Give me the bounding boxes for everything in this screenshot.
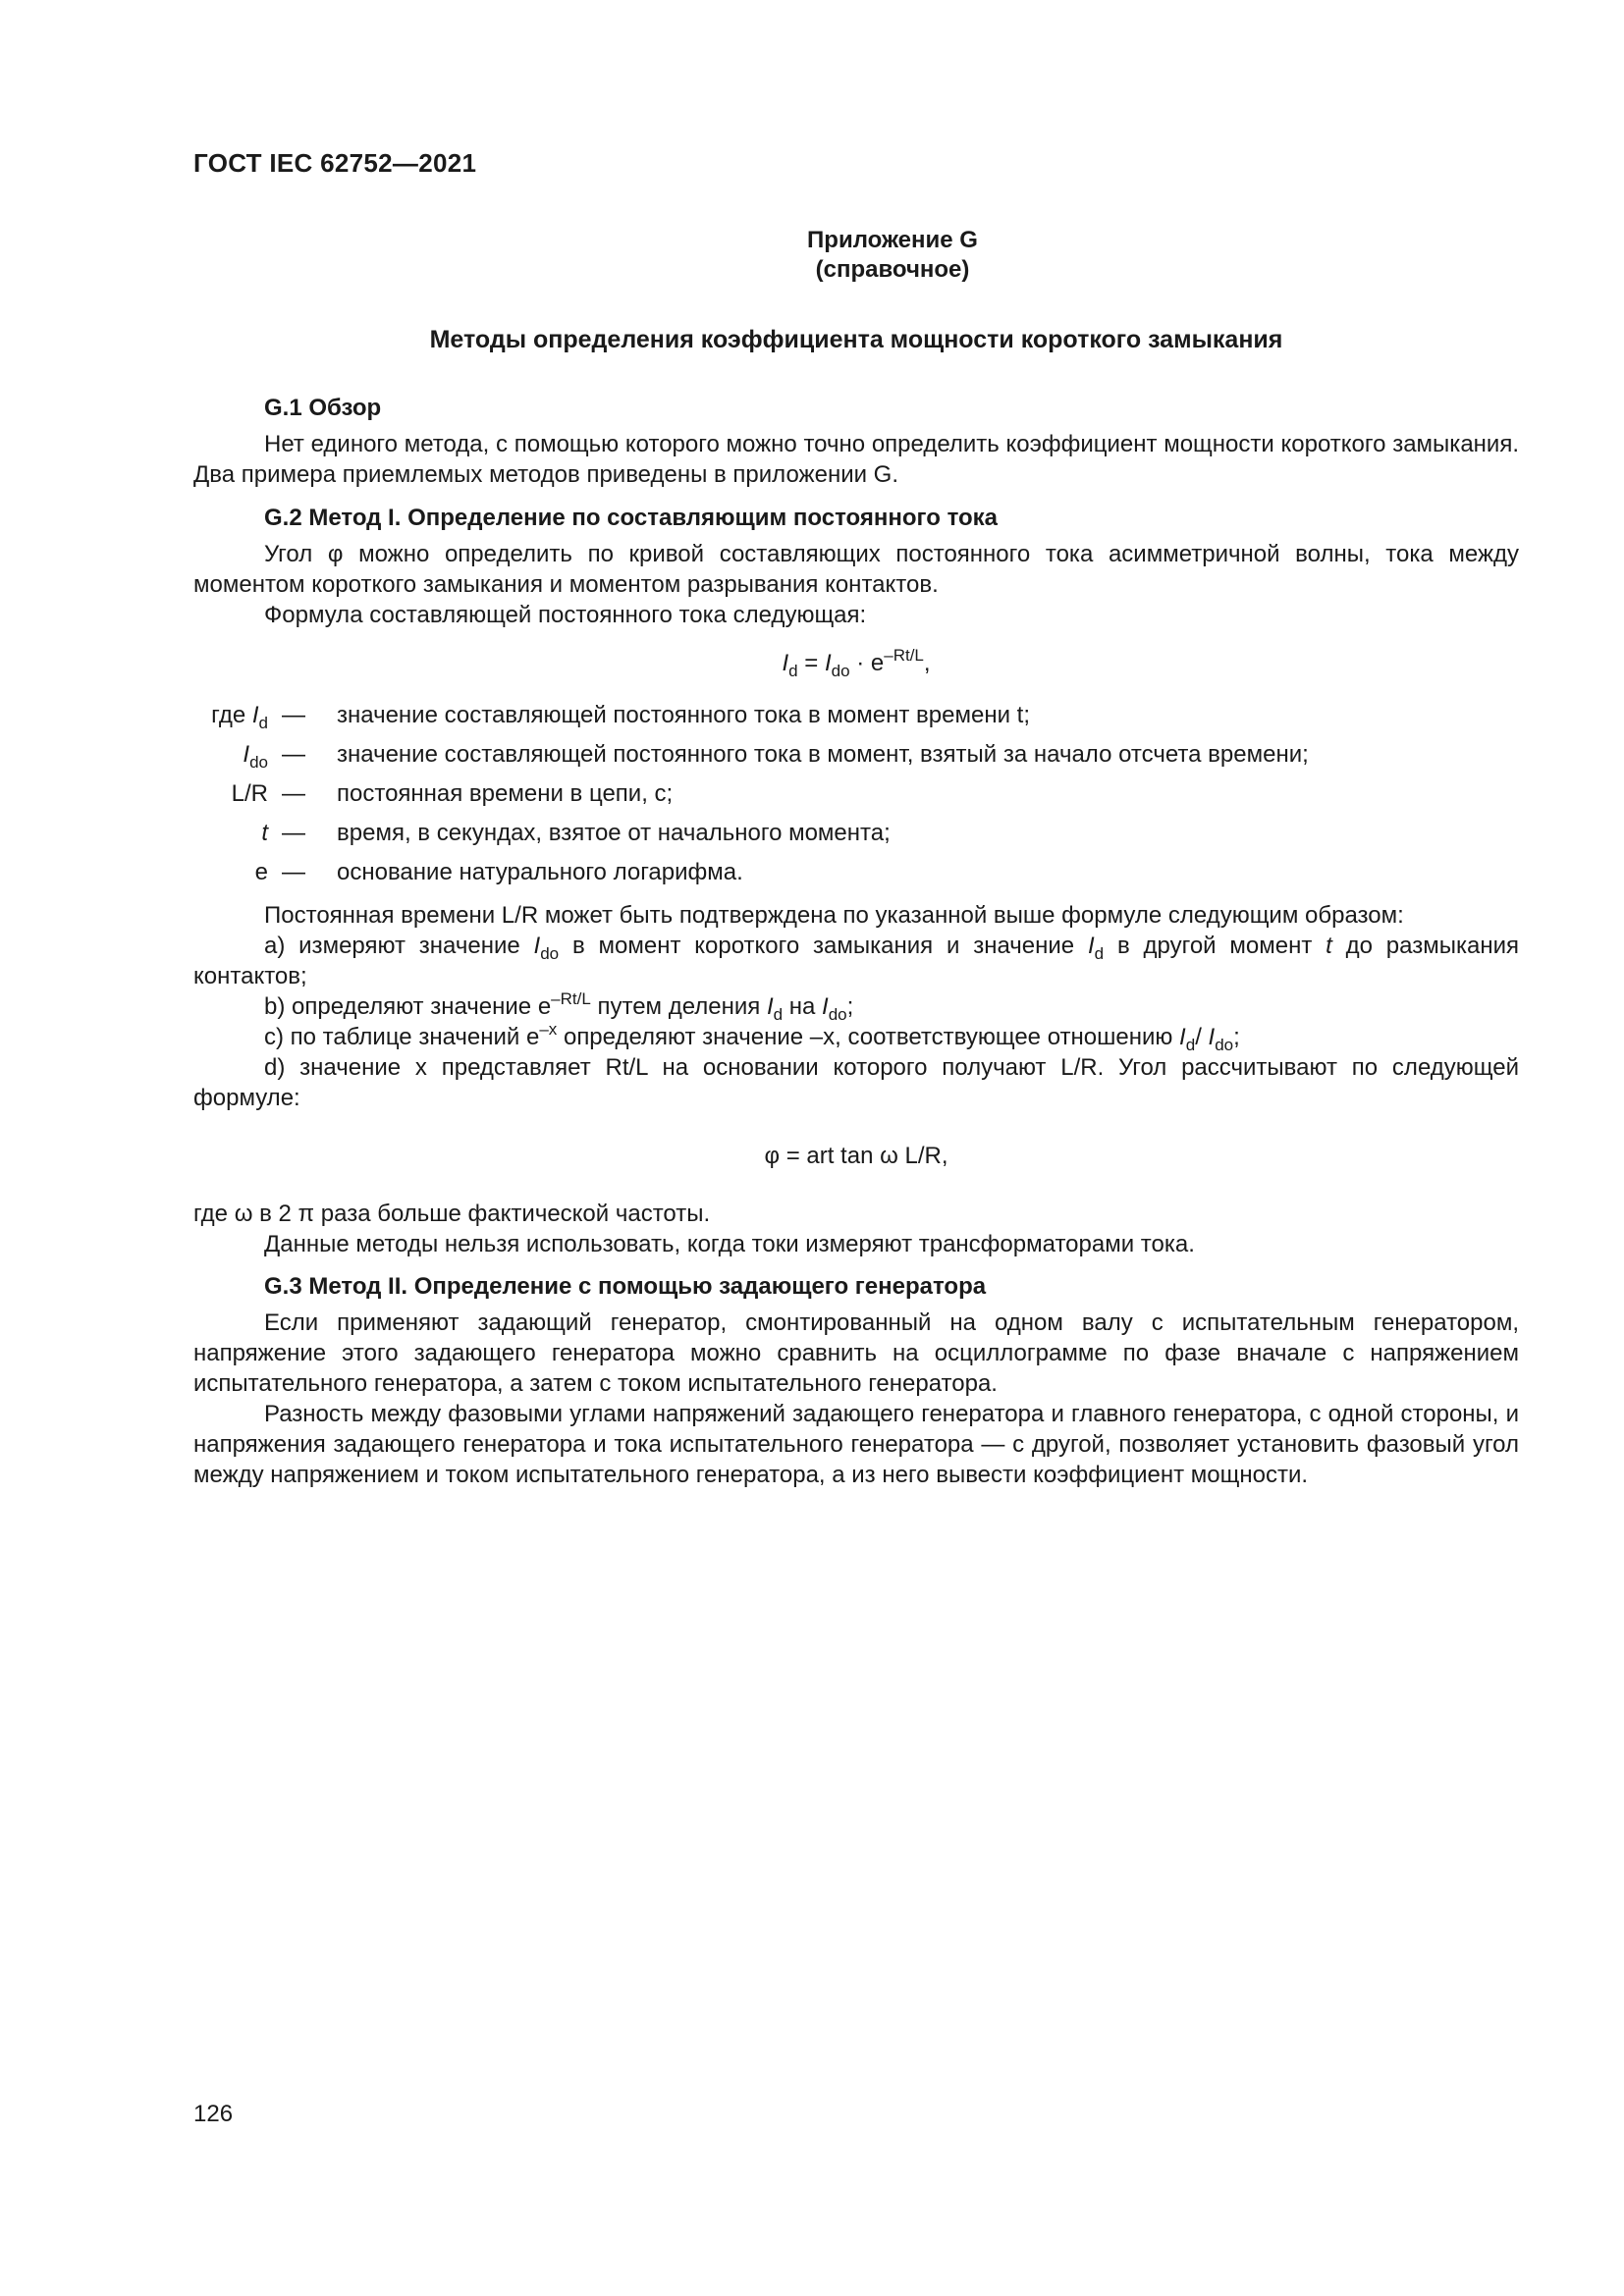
annex-heading: Методы определения коэффициента мощности короткого замыкания [429, 326, 1283, 353]
definition-row [193, 700, 1519, 739]
text-run: / [1195, 1024, 1209, 1050]
formula-symbol: I [1179, 1024, 1186, 1050]
definition-symbol [193, 818, 282, 848]
definition-row [193, 739, 1519, 778]
definition-dash: — [282, 859, 305, 885]
definition-symbol-main: е [254, 859, 268, 885]
g2-paragraph-4: где ω в 2 π раза больше фактической частоты. [193, 1201, 711, 1227]
g2-paragraph-2: Формула составляющей постоянного тока следующая: [264, 602, 867, 628]
g2-list-item-d: d) значение x представляет Rt/L на основании которого получают L/R. Угол рассчитывают по следующей формуле: [193, 1054, 1519, 1111]
formula-exponent: –Rt/L [884, 646, 924, 665]
definition-symbol [193, 857, 282, 887]
text-run: в другой момент [1104, 933, 1326, 959]
g1-title: G.1 Обзор [264, 395, 382, 421]
definition-symbol-sub: do [249, 753, 268, 772]
g3-title: G.3 Метод II. Определение с помощью задающего генератора [264, 1273, 987, 1300]
definition-symbol [193, 739, 282, 770]
formula-phase-angle: φ = art tan ω L/R, [764, 1143, 948, 1169]
formula-symbol: I [766, 993, 774, 1020]
text-run: c) по таблице значений e [264, 1024, 540, 1050]
text-run: ; [846, 993, 854, 1020]
formula-subscript: do [1215, 1036, 1234, 1054]
definition-text: основание натурального логарифма. [337, 859, 743, 885]
definition-symbol-main: L/R [231, 780, 268, 807]
page-number: 126 [193, 2101, 234, 2127]
formula-subscript: do [828, 1005, 847, 1024]
document-header: ГОСТ IEC 62752—2021 [193, 148, 477, 178]
formula-dc-component [193, 648, 1519, 678]
definition-text: время, в секундах, взятое от начального момента; [337, 820, 891, 846]
formula-subscript: d [1185, 1036, 1196, 1054]
g2-paragraph-1: Угол φ можно определить по кривой составляющих постоянного тока асимметричной волны, тока между моментом короткого замыкания и моментом разрывания контактов. [193, 541, 1519, 598]
g2-list-item-b [193, 991, 1519, 1022]
definition-symbol-main: t [261, 820, 268, 846]
formula-symbol: I [1208, 1024, 1216, 1050]
definition-symbol [193, 700, 282, 730]
g2-title: G.2 Метод I. Определение по составляющим постоянного тока [264, 505, 999, 531]
formula-exponent: –x [539, 1020, 558, 1039]
formula-symbol: I [533, 933, 541, 959]
formula-symbol: t [1326, 933, 1332, 959]
g3-paragraph-1: Если применяют задающий генератор, смонтированный на одном валу с испытательным генератором, напряжение этого задающего генератора можно сравнить на осциллограмме по фазе вначале с напряжением испытательного генератора, а затем с током испытательного генератора. [193, 1309, 1519, 1397]
text-run: ; [1233, 1024, 1240, 1050]
definition-symbol-sub: d [258, 714, 268, 732]
definition-row [193, 857, 1519, 896]
definitions-list [193, 700, 1519, 896]
text-run: до размыкания контактов; [193, 933, 1520, 989]
formula-symbol: I [822, 993, 829, 1020]
text-run: a) измеряют значение [264, 933, 534, 959]
formula-operator: = [797, 650, 825, 676]
definition-text: значение составляющей постоянного тока в момент, взятый за начало отсчета времени; [337, 741, 1309, 768]
definition-symbol [193, 778, 282, 809]
definition-dash: — [282, 820, 305, 846]
definition-text: значение составляющей постоянного тока в момент времени t; [337, 702, 1030, 728]
text-run: в момент короткого замыкания и значение [559, 933, 1088, 959]
formula-subscript: d [788, 662, 798, 680]
document-body [193, 226, 1519, 1490]
text-run: путем деления [590, 993, 767, 1020]
g2-list-item-c [193, 1022, 1519, 1052]
formula-symbol: I [1087, 933, 1095, 959]
text-run: определяют значение –x, соответствующее отношению [557, 1024, 1180, 1050]
definition-dash: — [282, 702, 305, 728]
formula-subscript: do [831, 662, 850, 680]
g2-paragraph-3: Постоянная времени L/R может быть подтверждена по указанной выше формуле следующим образом: [264, 902, 1404, 929]
formula-symbol: I [824, 650, 832, 676]
g1-paragraph: Нет единого метода, с помощью которого можно точно определить коэффициент мощности короткого замыкания. Два примера приемлемых методов приведены в приложении G. [193, 431, 1519, 488]
definition-text: постоянная времени в цепи, с; [337, 780, 674, 807]
definition-prefix: где [211, 702, 252, 728]
annex-title: Приложение G [807, 227, 978, 253]
formula-symbol: I [782, 650, 789, 676]
definition-dash: — [282, 780, 305, 807]
definition-symbol-main: I [243, 741, 250, 768]
formula-punctuation: , [923, 650, 931, 676]
annex-kind: (справочное) [815, 256, 970, 283]
formula-subscript: do [540, 944, 560, 963]
definition-symbol-main: I [251, 702, 259, 728]
formula-exponent: –Rt/L [551, 989, 591, 1008]
g3-paragraph-2: Разность между фазовыми углами напряжений задающего генератора и главного генератора, с одной стороны, и напряжения задающего генератора и тока испытательного генератора — с другой, позволяет установить фазовый угол между напряжением и током испытательного генератора, а из него вывести коэффициент мощности. [193, 1401, 1519, 1488]
g2-list-item-a [193, 931, 1519, 991]
definition-dash: — [282, 741, 305, 768]
text-run: b) определяют значение e [264, 993, 552, 1020]
definition-row [193, 818, 1519, 857]
formula-subscript: d [773, 1005, 784, 1024]
definition-row [193, 778, 1519, 818]
formula-subscript: d [1094, 944, 1105, 963]
g2-paragraph-5: Данные методы нельзя использовать, когда токи измеряют трансформаторами тока. [264, 1231, 1195, 1257]
text-run: на [783, 993, 823, 1020]
formula-operator: · e [849, 650, 885, 676]
